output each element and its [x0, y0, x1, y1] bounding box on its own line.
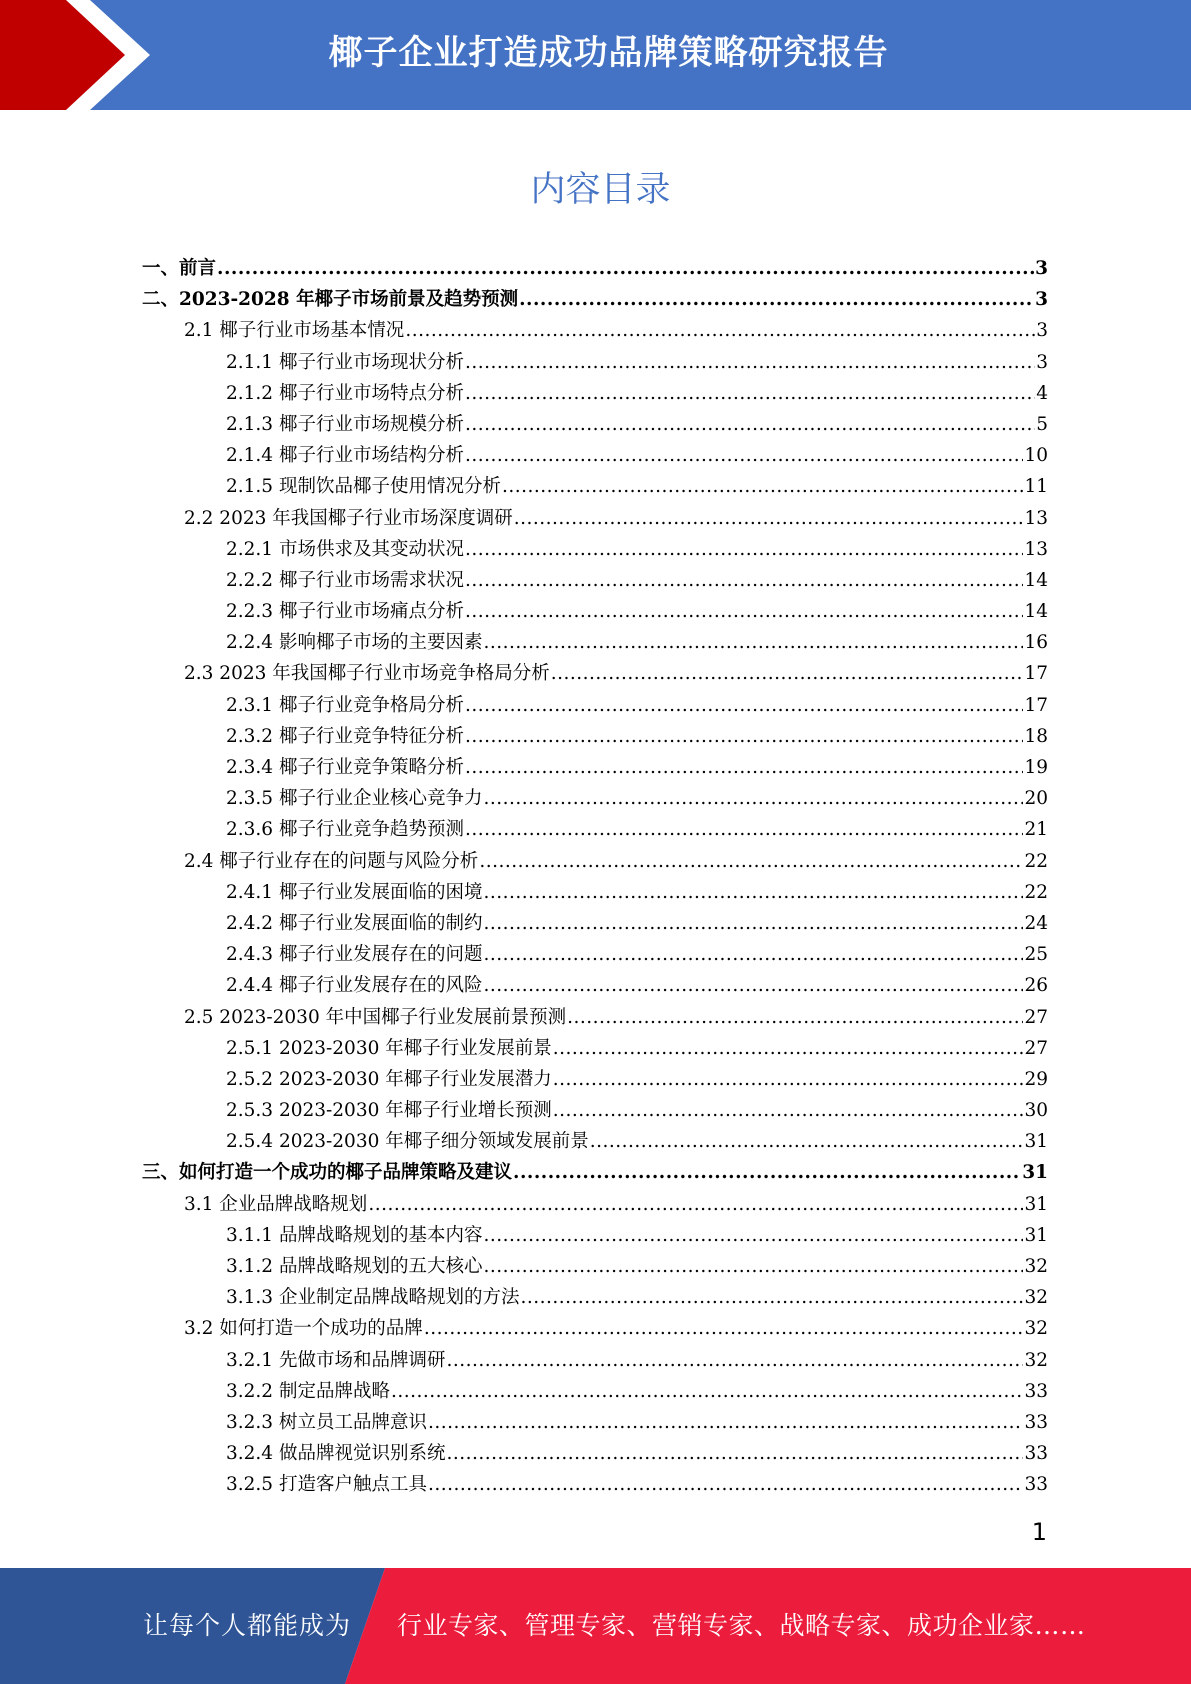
- toc-entry-page: 14: [1024, 569, 1048, 591]
- footer-slogan-right: 行业专家、管理专家、营销专家、战略专家、成功企业家……: [397, 1611, 1086, 1640]
- toc-entry[interactable]: [142, 1157, 1048, 1188]
- toc-entry[interactable]: [142, 814, 1048, 845]
- toc-entry-title: 2.3.4 椰子行业竞争策略分析: [226, 757, 464, 778]
- toc-entry-page: 16: [1024, 632, 1048, 654]
- toc-entry-title: 2.4 椰子行业存在的问题与风险分析: [184, 850, 479, 872]
- toc-entry[interactable]: [142, 1376, 1048, 1407]
- toc-entry-page: 25: [1024, 944, 1048, 966]
- toc-dot-leader: [483, 783, 1023, 814]
- toc-dot-leader: [465, 409, 1035, 440]
- toc-dot-leader: [368, 1189, 1023, 1220]
- toc-entry-title: 3.2.2 制定品牌战略: [226, 1380, 390, 1402]
- toc-entry-page: 3: [1036, 320, 1048, 342]
- toc-entry[interactable]: [142, 1002, 1048, 1033]
- toc-entry-title: 2.4.1 椰子行业发展面临的困境: [226, 881, 483, 903]
- toc-entry[interactable]: [142, 1313, 1048, 1344]
- toc-entry[interactable]: [142, 1345, 1048, 1376]
- toc-dot-leader: [465, 534, 1023, 565]
- toc-entry-page: 13: [1024, 538, 1048, 560]
- toc-entry[interactable]: [142, 690, 1048, 721]
- toc-entry-page: 5: [1036, 413, 1048, 435]
- toc-entry[interactable]: [142, 471, 1048, 502]
- toc-title: 内容目录: [530, 170, 671, 210]
- toc-entry-page: 3: [1035, 289, 1048, 311]
- toc-dot-leader: [483, 1251, 1023, 1282]
- toc-entry-title: 2.1.1 椰子行业市场现状分析: [226, 351, 464, 373]
- toc-entry-title: 2.3.2 椰子行业竞争特征分析: [226, 725, 464, 747]
- toc-entry-page: 4: [1036, 382, 1048, 404]
- toc-dot-leader: [428, 1407, 1023, 1438]
- toc-entry-page: 31: [1024, 1131, 1048, 1153]
- toc-entry-title: 2.3.1 椰子行业竞争格局分析: [226, 694, 464, 716]
- toc-entry[interactable]: [142, 1438, 1048, 1469]
- toc-entry[interactable]: [142, 1407, 1048, 1438]
- toc-entry-title: 2.4.2 椰子行业发展面临的制约: [226, 912, 483, 934]
- toc-entry-title: 2.3.6 椰子行业竞争趋势预测: [226, 819, 464, 841]
- toc-entry[interactable]: [142, 627, 1048, 658]
- toc-entry-page: 31: [1024, 1193, 1048, 1215]
- toc-entry[interactable]: [142, 1095, 1048, 1126]
- toc-dot-leader: [551, 658, 1024, 689]
- toc-dot-leader: [465, 752, 1023, 783]
- toc-dot-leader: [483, 970, 1023, 1001]
- toc-dot-leader: [465, 596, 1023, 627]
- toc-entry-page: 33: [1024, 1380, 1048, 1402]
- toc-entry-page: 20: [1024, 788, 1048, 810]
- toc-entry-page: 33: [1024, 1474, 1048, 1496]
- toc-dot-leader: [553, 1033, 1024, 1064]
- toc-entry[interactable]: [142, 939, 1048, 970]
- report-footer: [0, 1568, 1191, 1684]
- toc-entry[interactable]: [142, 378, 1048, 409]
- toc-entry[interactable]: [142, 1126, 1048, 1157]
- toc-entry[interactable]: [142, 752, 1048, 783]
- toc-dot-leader: [483, 908, 1023, 939]
- toc-entry-title: 3.1.3 企业制定品牌战略规划的方法: [226, 1287, 520, 1309]
- toc-entry-page: 10: [1024, 445, 1048, 467]
- toc-dot-leader: [405, 315, 1035, 346]
- toc-entry-page: 13: [1024, 507, 1048, 529]
- toc-entry[interactable]: [142, 658, 1048, 689]
- toc-entry-page: 3: [1036, 351, 1048, 373]
- toc-dot-leader: [513, 1157, 1021, 1188]
- toc-entry[interactable]: [142, 253, 1048, 284]
- toc-entry-title: 3.2.4 做品牌视觉识别系统: [226, 1443, 446, 1465]
- toc-entry-page: 21: [1024, 819, 1048, 841]
- report-title: 椰子企业打造成功品牌策略研究报告: [328, 33, 889, 73]
- toc-entry[interactable]: [142, 596, 1048, 627]
- toc-entry-page: 14: [1024, 601, 1048, 623]
- toc-entry-title: 2.3 2023 年我国椰子行业市场竞争格局分析: [184, 663, 550, 685]
- toc-entry-title: 2.1 椰子行业市场基本情况: [184, 320, 405, 342]
- toc-entry-title: 2.1.5 现制饮品椰子使用情况分析: [226, 476, 501, 498]
- toc-entry[interactable]: [142, 908, 1048, 939]
- toc-entry[interactable]: [142, 721, 1048, 752]
- toc-entry-title: 2.1.2 椰子行业市场特点分析: [226, 382, 464, 404]
- toc-entry-page: 17: [1024, 663, 1048, 685]
- toc-entry-title: 3.1.1 品牌战略规划的基本内容: [226, 1224, 483, 1246]
- footer-slogan-left: 让每个人都能成为: [143, 1611, 352, 1640]
- toc-entry-page: 32: [1024, 1256, 1048, 1277]
- toc-entry-page: 3: [1035, 258, 1048, 279]
- toc-entry[interactable]: [142, 440, 1048, 471]
- toc-entry-title: 2.4.4 椰子行业发展存在的风险: [226, 975, 483, 997]
- toc-entry-title: 3.1.2 品牌战略规划的五大核心: [226, 1256, 483, 1277]
- toc-entry-title: 2.2.4 影响椰子市场的主要因素: [226, 632, 483, 654]
- toc-entry-title: 一、前言: [142, 258, 217, 279]
- toc-dot-leader: [514, 503, 1024, 534]
- toc-dot-leader: [446, 1345, 1023, 1376]
- toc-entry-title: 2.5.1 2023-2030 年椰子行业发展前景: [226, 1037, 552, 1059]
- toc-dot-leader: [465, 690, 1023, 721]
- toc-entry-title: 3.2.1 先做市场和品牌调研: [226, 1349, 446, 1371]
- toc-entry-page: 32: [1024, 1349, 1048, 1371]
- toc-entry[interactable]: [142, 409, 1048, 440]
- toc-entry[interactable]: [142, 783, 1048, 814]
- toc-dot-leader: [465, 378, 1035, 409]
- toc-entry-page: 31: [1022, 1162, 1048, 1184]
- toc-dot-leader: [428, 1469, 1023, 1500]
- toc-entry[interactable]: [142, 846, 1048, 877]
- toc-entry-title: 3.2.5 打造客户触点工具: [226, 1474, 427, 1496]
- toc-entry-page: 11: [1024, 476, 1048, 498]
- toc-dot-leader: [424, 1313, 1024, 1344]
- toc-entry-page: 32: [1024, 1318, 1048, 1340]
- toc-entry[interactable]: [142, 1469, 1048, 1500]
- page-number: 1: [1031, 1518, 1047, 1546]
- toc-dot-leader: [590, 1126, 1024, 1157]
- toc-dot-leader: [519, 284, 1034, 315]
- toc-dot-leader: [567, 1002, 1023, 1033]
- toc-dot-leader: [465, 347, 1035, 378]
- toc-entry-title: 三、如何打造一个成功的椰子品牌策略及建议: [142, 1162, 513, 1184]
- toc-dot-leader: [465, 565, 1023, 596]
- toc-entry[interactable]: [142, 1189, 1048, 1220]
- toc-entry-page: 22: [1024, 850, 1048, 872]
- toc-entry[interactable]: [142, 534, 1048, 565]
- toc-entry-title: 2.3.5 椰子行业企业核心竞争力: [226, 788, 483, 810]
- toc-entry[interactable]: [142, 347, 1048, 378]
- toc-entry-title: 2.2.3 椰子行业市场痛点分析: [226, 601, 464, 623]
- toc-entry[interactable]: [142, 1033, 1048, 1064]
- toc-entry-page: 31: [1024, 1224, 1048, 1246]
- toc-entry-page: 17: [1024, 694, 1048, 716]
- toc-dot-leader: [479, 846, 1023, 877]
- toc-dot-leader: [483, 1220, 1023, 1251]
- toc-entry[interactable]: [142, 565, 1048, 596]
- toc-entry-page: 18: [1024, 725, 1048, 747]
- toc-entry-page: 32: [1024, 1287, 1048, 1309]
- toc-entry-title: 2.2.1 市场供求及其变动状况: [226, 538, 464, 560]
- toc-dot-leader: [465, 440, 1023, 471]
- toc-entry-title: 2.5 2023-2030 年中国椰子行业发展前景预测: [184, 1006, 567, 1028]
- toc-dot-leader: [553, 1064, 1024, 1095]
- toc-dot-leader: [446, 1438, 1023, 1469]
- toc-entry-title: 2.5.4 2023-2030 年椰子细分领域发展前景: [226, 1131, 589, 1153]
- report-header: [0, 0, 1191, 110]
- toc-dot-leader: [217, 253, 1034, 284]
- toc-entry-page: 33: [1024, 1411, 1048, 1433]
- toc-entry[interactable]: [142, 284, 1048, 315]
- toc-entry-page: 29: [1024, 1068, 1048, 1090]
- toc-entry-page: 26: [1024, 975, 1048, 997]
- toc-entry[interactable]: [142, 1064, 1048, 1095]
- toc-entry[interactable]: [142, 1282, 1048, 1313]
- toc-entry[interactable]: [142, 877, 1048, 908]
- toc-entry-page: 30: [1024, 1100, 1048, 1122]
- toc-entry[interactable]: [142, 315, 1048, 346]
- toc-entry-title: 2.2.2 椰子行业市场需求状况: [226, 569, 464, 591]
- toc-entry-title: 3.2.3 树立员工品牌意识: [226, 1411, 427, 1433]
- toc-entry-title: 2.5.2 2023-2030 年椰子行业发展潜力: [226, 1068, 552, 1090]
- toc-dot-leader: [465, 814, 1023, 845]
- toc-dot-leader: [483, 627, 1023, 658]
- toc-entry-title: 二、2023-2028 年椰子市场前景及趋势预测: [142, 289, 519, 311]
- toc-dot-leader: [483, 939, 1023, 970]
- toc-dot-leader: [391, 1376, 1023, 1407]
- toc-entry-page: 24: [1024, 912, 1048, 934]
- toc-entry-title: 2.1.3 椰子行业市场规模分析: [226, 413, 464, 435]
- toc-entry-page: 33: [1024, 1443, 1048, 1465]
- toc-dot-leader: [553, 1095, 1024, 1126]
- toc-entry[interactable]: [142, 503, 1048, 534]
- toc-entry-title: 2.2 2023 年我国椰子行业市场深度调研: [184, 507, 513, 529]
- toc-entry[interactable]: [142, 970, 1048, 1001]
- toc-entry-title: 3.2 如何打造一个成功的品牌: [184, 1318, 423, 1340]
- toc-dot-leader: [502, 471, 1023, 502]
- toc-entry[interactable]: [142, 1251, 1048, 1282]
- toc-entry-page: 27: [1024, 1037, 1048, 1059]
- toc-dot-leader: [483, 877, 1023, 908]
- toc-entry-page: 19: [1024, 757, 1048, 778]
- toc-entry[interactable]: [142, 1220, 1048, 1251]
- toc-dot-leader: [520, 1282, 1023, 1313]
- toc-entry-page: 22: [1024, 881, 1048, 903]
- toc-entry-title: 2.5.3 2023-2030 年椰子行业增长预测: [226, 1100, 552, 1122]
- table-of-contents: [142, 253, 1048, 1501]
- toc-entry-title: 2.1.4 椰子行业市场结构分析: [226, 445, 464, 467]
- toc-entry-page: 27: [1024, 1006, 1048, 1028]
- toc-entry-title: 2.4.3 椰子行业发展存在的问题: [226, 944, 483, 966]
- toc-entry-title: 3.1 企业品牌战略规划: [184, 1193, 368, 1215]
- toc-dot-leader: [465, 721, 1023, 752]
